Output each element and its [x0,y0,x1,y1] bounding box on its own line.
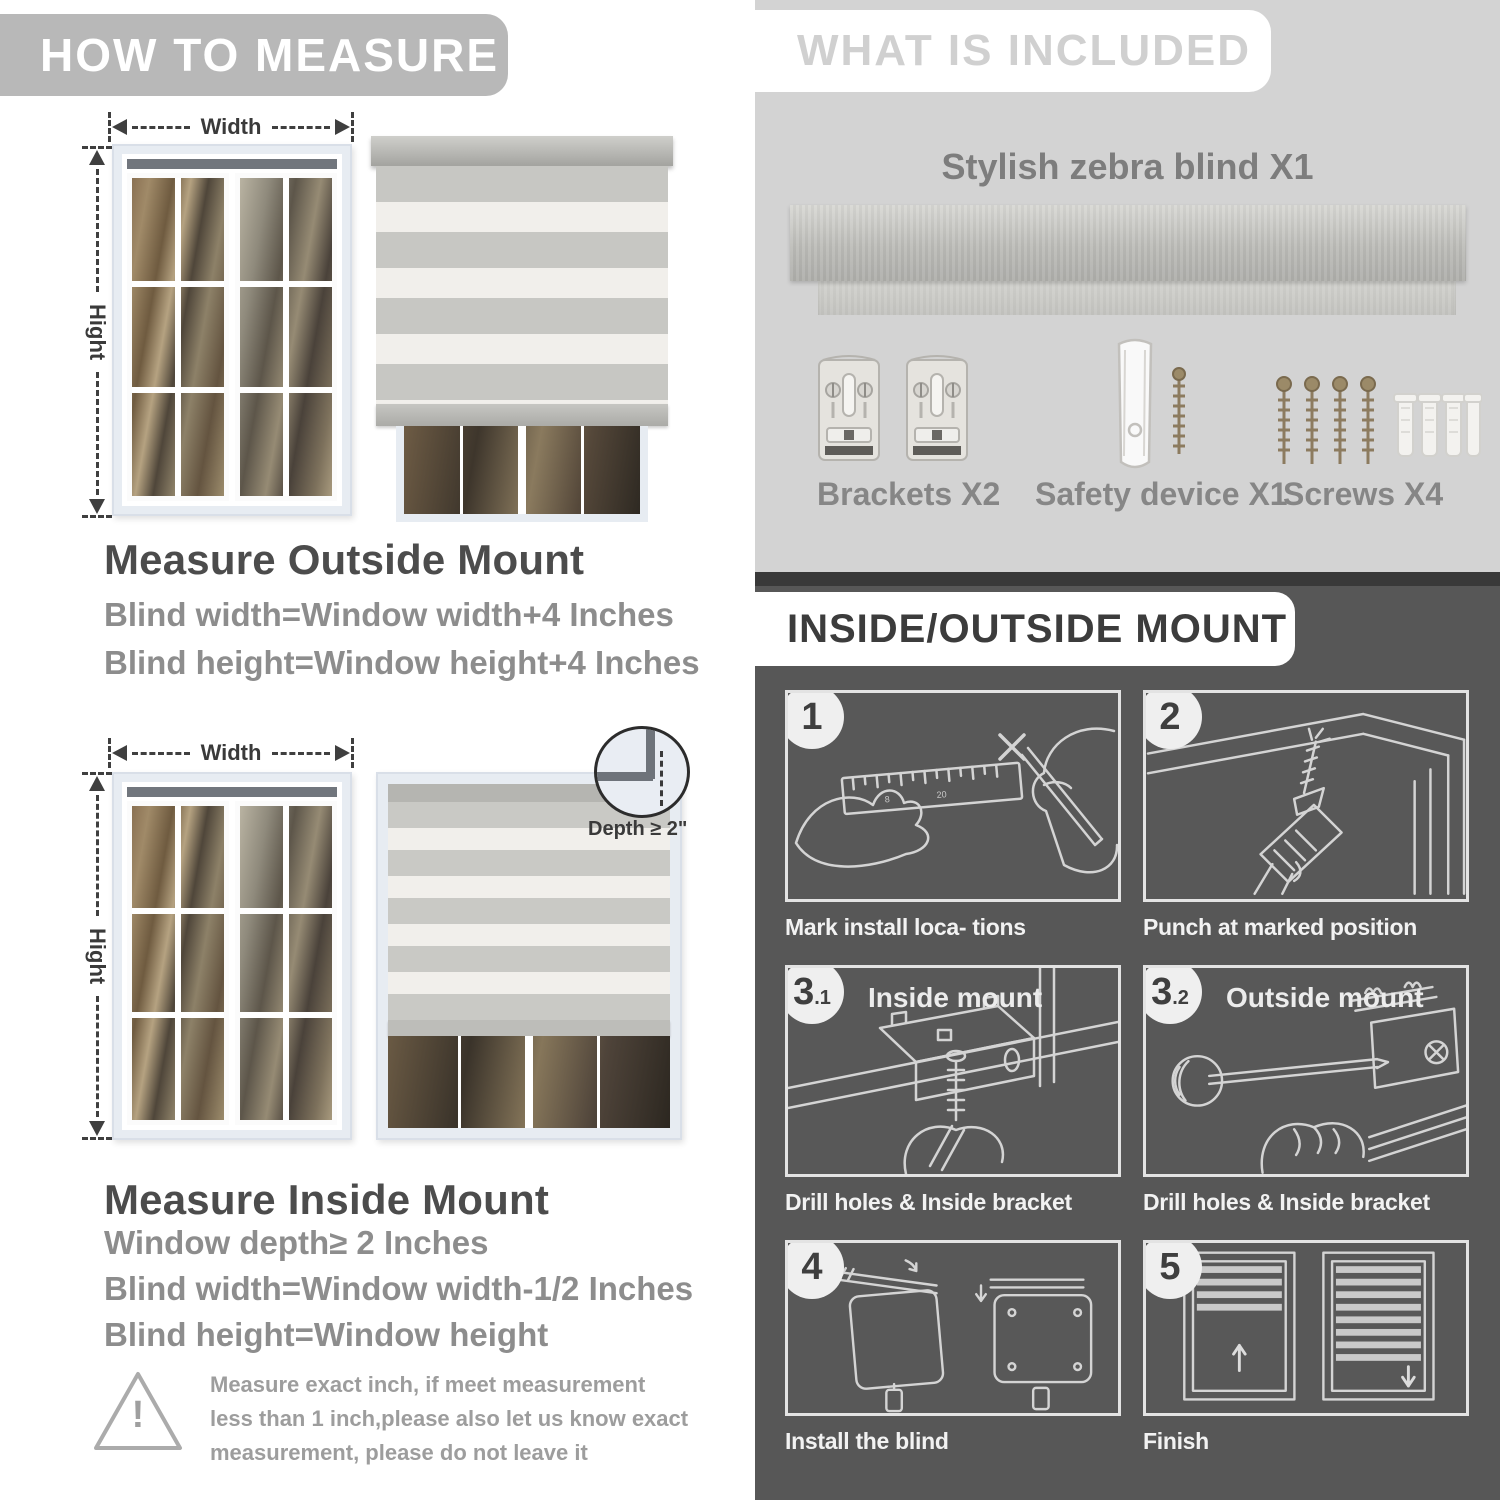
headrail-lip [818,281,1456,315]
svg-text:20: 20 [936,789,947,801]
step-5 [1143,1240,1469,1455]
height-label: Hight [85,303,110,361]
bracket-icon [813,350,885,470]
outside-mount-heading: Measure Outside Mount [104,536,585,583]
safety-device-image [1105,334,1215,486]
step-2 [1143,690,1469,941]
exclamation-icon: ! [131,1394,145,1436]
step-1 [785,690,1121,941]
step-3-1-badge: 3 .1 [785,965,844,1024]
window-photo-inside [112,772,352,1140]
step-3-1-caption: Drill holes & Inside bracket [785,1189,1072,1215]
window-sashes [127,173,337,501]
width-arrow-inside [108,738,354,768]
arrow-endcap [82,1137,112,1140]
arrow-endcap [108,738,111,768]
arrow-endcap [82,772,112,775]
headrail-bar [790,205,1466,281]
dashed-line [132,752,190,755]
step-5-panel [1143,1240,1469,1416]
depth-label: Depth ≥ 2" [588,818,688,840]
step-5-caption: Finish [1143,1428,1209,1454]
blind-fabric [376,166,668,404]
outside-formula-width: Blind width=Window width+4 Inches [104,596,674,633]
frame-corner-line [597,772,653,781]
step-3-1-title: Inside mount [868,982,1043,1013]
step-3-1-panel [785,965,1121,1177]
inside-formula-width: Blind width=Window width-1/2 Inches [104,1270,694,1307]
height-arrow-outside [82,146,112,518]
outside-formula-height: Blind height=Window height+4 Inches [104,644,700,681]
step-3-2-badge: 3 .2 [1143,965,1202,1024]
arrow-right-icon [335,119,350,135]
step-3-2-panel [1143,965,1469,1177]
step-4-caption: Install the blind [785,1428,949,1454]
arrow-endcap [82,515,112,518]
step-1-badge: 1 [785,690,844,749]
inside-mount-figure [82,726,742,1166]
step-3-2-caption: Drill holes & Inside bracket [1143,1189,1430,1215]
what-is-included-header [755,10,1271,92]
zebra-blind-headrail-image [790,205,1466,315]
brackets-label: Brackets X2 [817,476,1001,512]
window-photo-bottom [404,426,640,514]
steps-row-2 [785,965,1469,1216]
arrow-left-icon [112,119,127,135]
inside-mount-heading: Measure Inside Mount [104,1176,550,1223]
step-3-1 [785,965,1121,1216]
blind-valance [371,136,673,166]
step-4-panel [785,1240,1121,1416]
steps-row-1 [785,690,1469,941]
width-label: Width [200,740,262,765]
blind-item-label: Stylish zebra blind X1 [941,146,1314,187]
arrow-up-icon [89,776,105,791]
dashed-line [132,126,190,129]
inside-formula-depth: Window depth≥ 2 Inches [104,1224,489,1261]
warning-text: Measure exact inch, if meet measurement less than 1 inch,please also let us know exact measurement, please do not leave it [210,1372,689,1466]
blind-bottom-rail [388,1020,670,1036]
outside-mount-figure [82,106,702,530]
frame-corner-line [646,729,655,779]
dashed-line [96,996,99,1117]
measure-warning [92,1368,690,1470]
blind-bottom-rail [376,404,668,426]
window-top-shade [127,159,337,169]
arrow-endcap [108,112,111,142]
screws-image [1270,368,1482,480]
mount-header [755,592,1295,666]
window-sash-left [127,801,229,1125]
step-4 [785,1240,1121,1455]
step-1-caption: Mark install loca- tions [785,914,1026,940]
window-photo-bottom [388,1036,670,1128]
step-2-panel [1143,690,1469,902]
window-sash-right [235,801,337,1125]
dashed-line [96,795,99,916]
step-2-badge: 2 [1143,690,1202,749]
window-sash-right [235,173,337,501]
brackets-image [813,350,973,470]
zebra-blind-outside-mount [376,136,668,522]
svg-text:8: 8 [884,794,891,805]
window-inner [122,782,342,1130]
step-1-panel [785,690,1121,902]
window-inner [122,154,342,506]
arrow-down-icon [89,499,105,514]
depth-dashed-line [660,751,663,806]
safety-device-label: Safety device X1 [1035,476,1288,512]
arrow-endcap [351,738,354,768]
step-2-caption: Punch at marked position [1143,914,1417,940]
dashed-line [272,752,330,755]
arrow-down-icon [89,1121,105,1136]
step-5-badge: 5 [1143,1240,1202,1299]
height-arrow-inside [82,772,112,1140]
what-is-included-section [755,0,1500,572]
window-top-shade [127,787,337,797]
steps-row-3 [785,1240,1469,1455]
mount-title: INSIDE/OUTSIDE MOUNT [787,606,1288,651]
height-label: Hight [85,927,110,985]
window-photo-outside [112,144,352,516]
arrow-up-icon [89,150,105,165]
width-arrow-outside [108,112,354,142]
arrow-left-icon [112,745,127,761]
window-sashes [127,801,337,1125]
step-4-badge: 4 [785,1240,844,1299]
what-is-included-title: WHAT IS INCLUDED [797,26,1252,75]
section-divider [755,572,1500,586]
step-3-2 [1143,965,1469,1216]
arrow-endcap [82,146,112,149]
arrow-right-icon [335,745,350,761]
how-to-measure-header [0,14,508,96]
screws-label: Screws X4 [1283,476,1444,512]
dashed-line [96,372,99,495]
dashed-line [96,169,99,292]
window-sash-left [127,173,229,501]
how-to-measure-title: HOW TO MEASURE [40,29,500,81]
width-label: Width [200,114,262,139]
dashed-line [272,126,330,129]
depth-callout-circle [594,726,690,818]
window-under-blind [396,426,648,522]
mount-steps-section [755,572,1500,1500]
arrow-endcap [351,112,354,142]
steps-grid [785,690,1469,1479]
inside-formula-height: Blind height=Window height [104,1316,549,1353]
step-3-2-title: Outside mount [1226,982,1424,1013]
bracket-icon [901,350,973,470]
warning-triangle-icon [92,1368,184,1454]
